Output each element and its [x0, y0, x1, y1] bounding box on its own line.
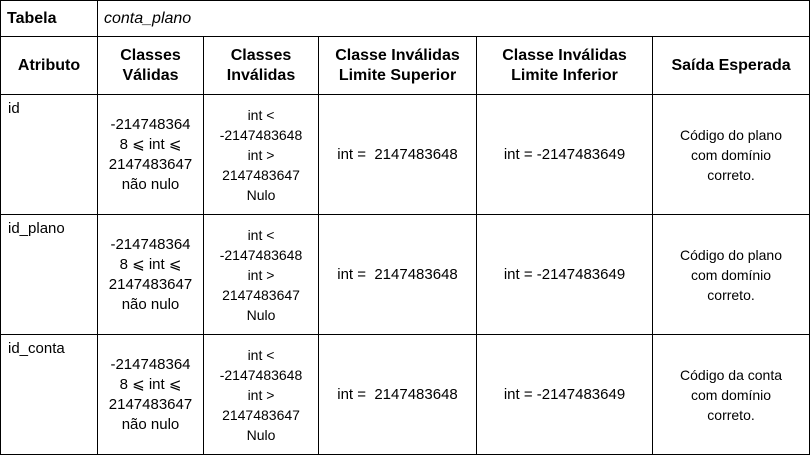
- invalid-classes-cell: [204, 215, 319, 335]
- cell-line: com domínio: [690, 146, 772, 163]
- table-row: [1, 215, 810, 335]
- cell-line: int >: [247, 386, 275, 403]
- cell-line: int >: [247, 146, 275, 163]
- header-line: Válidas: [122, 66, 179, 84]
- cell-line: 8 ⩽ int ⩽: [119, 375, 182, 393]
- upper-limit-cell: int = 2147483648: [319, 335, 477, 455]
- lower-limit-cell: int = -2147483649: [477, 95, 653, 215]
- table-name: conta_plano: [98, 1, 810, 37]
- lower-limit-cell: int = -2147483649: [477, 215, 653, 335]
- cell-line: int >: [247, 266, 275, 283]
- valid-classes-cell: [98, 95, 204, 215]
- upper-limit-cell: int = 2147483648: [319, 95, 477, 215]
- header-saida-esperada: Saída Esperada: [653, 37, 810, 95]
- cell-line: 2147483647: [222, 166, 300, 183]
- table-row: [1, 95, 810, 215]
- header-line: Classe Inválidas: [502, 46, 627, 64]
- header-classes-invalidas: [204, 37, 319, 95]
- cell-line: Nulo: [246, 426, 276, 443]
- header-row: [1, 37, 810, 95]
- cell-line: correto.: [707, 166, 755, 183]
- cell-line: 8 ⩽ int ⩽: [119, 255, 182, 273]
- lower-limit-cell: int = -2147483649: [477, 335, 653, 455]
- cell-line: 2147483647: [222, 406, 300, 423]
- cell-line: 2147483647: [108, 155, 193, 173]
- cell-line: Código da conta: [680, 366, 782, 383]
- header-atributo: Atributo: [1, 37, 98, 95]
- cell-line: Código do plano: [680, 126, 783, 143]
- expected-output-cell: [653, 95, 810, 215]
- cell-line: -214748364: [110, 235, 191, 253]
- cell-line: correto.: [707, 286, 755, 303]
- header-limite-inferior: [477, 37, 653, 95]
- valid-classes-cell: [98, 335, 204, 455]
- table-label: Tabela: [1, 1, 98, 37]
- table-row: [1, 335, 810, 455]
- cell-line: não nulo: [121, 415, 180, 433]
- upper-limit-cell: int = 2147483648: [319, 215, 477, 335]
- table-name-row: [1, 1, 810, 37]
- header-classes-validas: [98, 37, 204, 95]
- cell-line: Código do plano: [680, 246, 783, 263]
- cell-line: 2147483647: [108, 275, 193, 293]
- header-limite-superior: [319, 37, 477, 95]
- header-line: Classes: [230, 46, 292, 64]
- cell-line: com domínio: [690, 266, 772, 283]
- valid-classes-cell: [98, 215, 204, 335]
- cell-line: -214748364: [110, 355, 191, 373]
- cell-line: -2147483648: [219, 366, 303, 383]
- cell-line: -214748364: [110, 115, 191, 133]
- header-line: Limite Inferior: [511, 66, 618, 84]
- cell-line: não nulo: [121, 175, 180, 193]
- header-line: Classes: [120, 46, 181, 64]
- cell-line: Nulo: [246, 186, 276, 203]
- header-line: Limite Superior: [338, 66, 457, 84]
- cell-line: int <: [247, 106, 275, 123]
- cell-line: correto.: [707, 406, 755, 423]
- expected-output-cell: [653, 335, 810, 455]
- cell-line: 8 ⩽ int ⩽: [119, 135, 182, 153]
- cell-line: 2147483647: [108, 395, 193, 413]
- cell-line: -2147483648: [219, 126, 303, 143]
- attribute-cell: id: [1, 95, 98, 215]
- cell-line: 2147483647: [222, 286, 300, 303]
- cell-line: int <: [247, 226, 275, 243]
- attribute-cell: id_conta: [1, 335, 98, 455]
- attribute-cell: id_plano: [1, 215, 98, 335]
- expected-output-cell: [653, 215, 810, 335]
- cell-line: com domínio: [690, 386, 772, 403]
- header-line: Inválidas: [226, 66, 296, 84]
- header-line: Classe Inválidas: [335, 46, 460, 64]
- cell-line: Nulo: [246, 306, 276, 323]
- invalid-classes-cell: [204, 335, 319, 455]
- invalid-classes-cell: [204, 95, 319, 215]
- cell-line: não nulo: [121, 295, 180, 313]
- cell-line: int <: [247, 346, 275, 363]
- cell-line: -2147483648: [219, 246, 303, 263]
